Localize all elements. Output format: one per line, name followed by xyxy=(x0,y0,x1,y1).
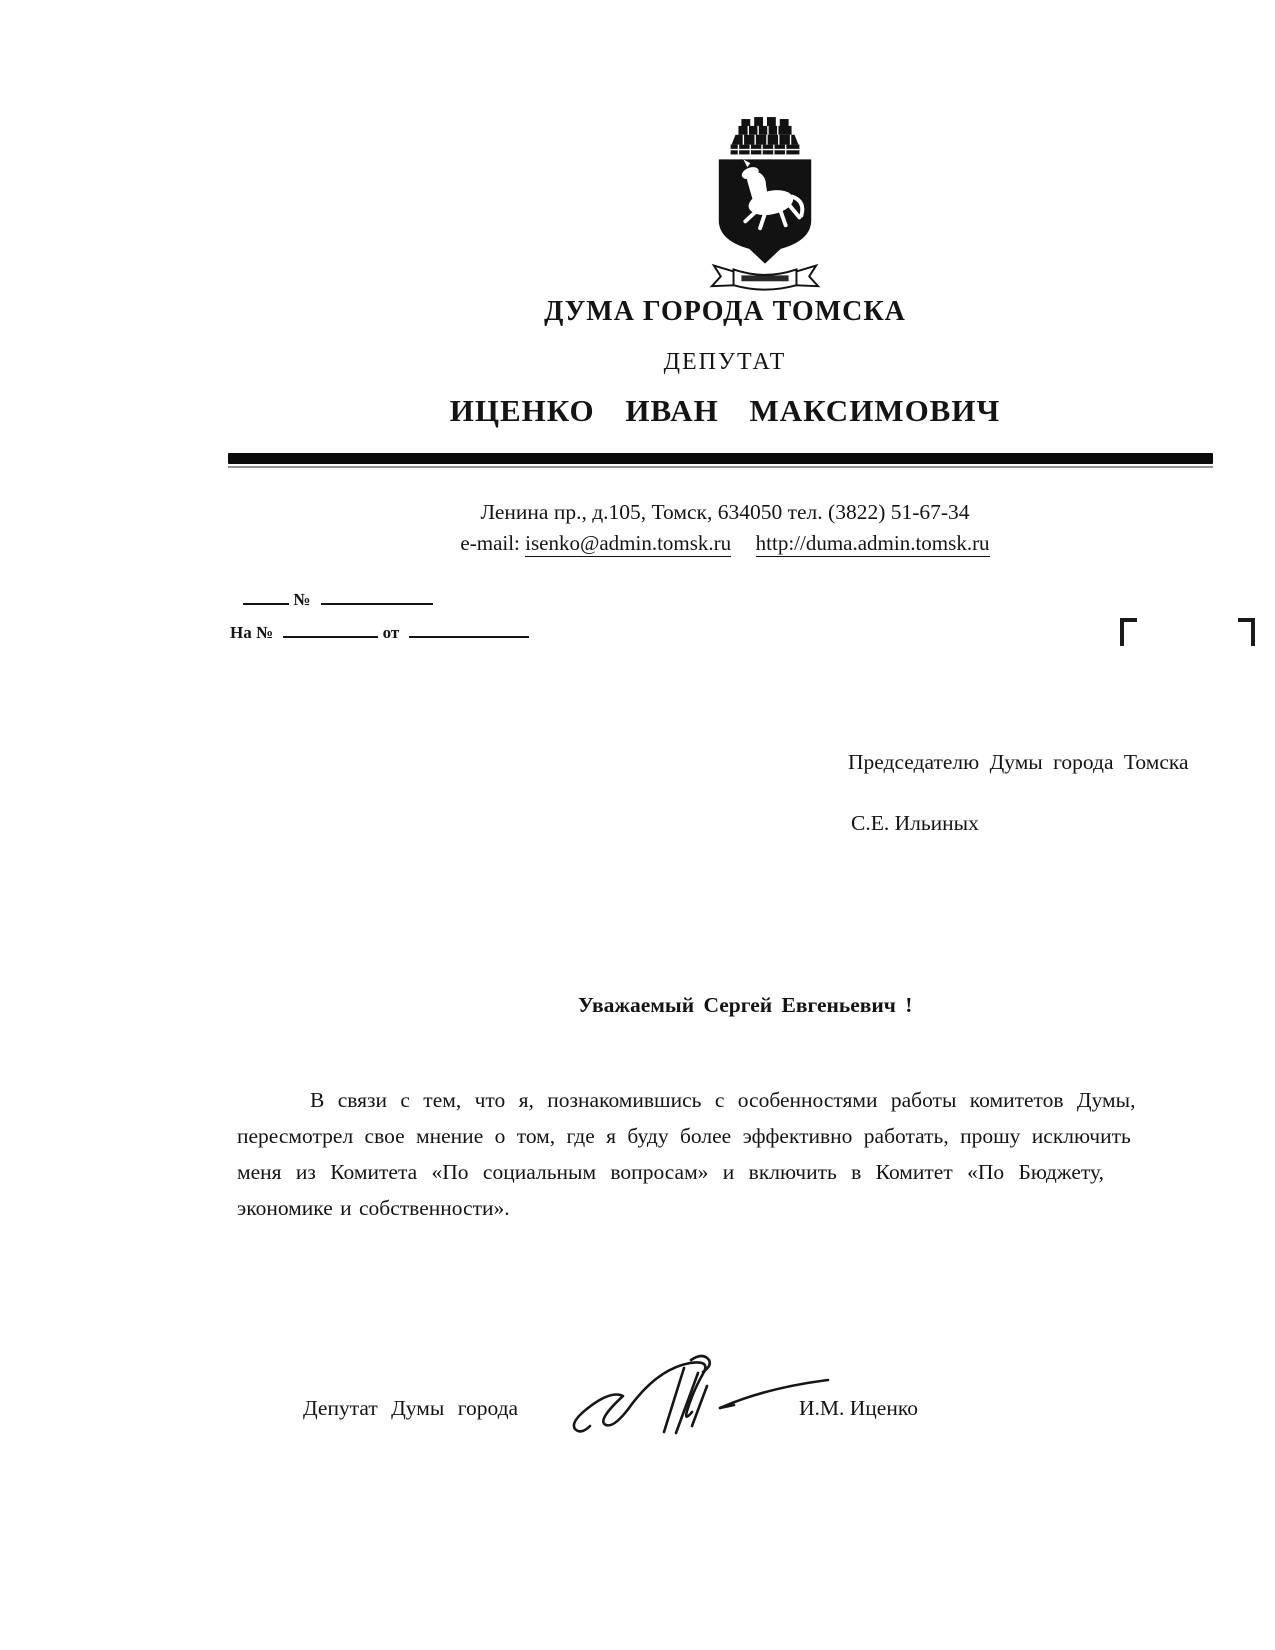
signer-name: И.М. Иценко xyxy=(799,1396,918,1420)
email-label: e-mail: xyxy=(460,531,520,555)
letterhead-divider xyxy=(228,453,1213,464)
ribbon-motto xyxy=(741,275,788,281)
website-url: http://duma.admin.tomsk.ru xyxy=(755,531,990,555)
addressee-title: Председателю Думы города Томска xyxy=(848,750,1189,774)
fold-mark-right xyxy=(1238,618,1255,646)
organization-title: ДУМА ГОРОДА ТОМСКА xyxy=(544,296,906,327)
contact-address: Ленина пр., д.105, Томск, 634050 тел. (3822) 51-67-34 xyxy=(480,500,970,524)
number-sign: № xyxy=(293,590,311,609)
number-blank xyxy=(321,588,433,605)
addressee-name: С.Е. Ильиных xyxy=(851,811,979,835)
body-line: пересмотрел свое мнение о том, где я буду более эффективно работать, прошу исключить xyxy=(237,1124,1131,1148)
reply-label: На № xyxy=(230,623,274,642)
contact-links xyxy=(0,531,1275,556)
body-line: экономике и собственности». xyxy=(237,1196,510,1220)
deputy-name: ИЦЕНКО ИВАН МАКСИМОВИЧ xyxy=(449,393,1001,428)
reply-date-blank xyxy=(409,621,529,638)
salutation: Уважаемый Сергей Евгеньевич ! xyxy=(578,993,913,1017)
fold-mark-left xyxy=(1120,618,1137,646)
date-blank xyxy=(243,588,289,605)
letterhead-divider-shadow xyxy=(228,466,1213,468)
body-line: В связи с тем, что я, познакомившись с особенностями работы комитетов Думы, xyxy=(310,1088,1136,1112)
reply-number-blank xyxy=(283,621,378,638)
tomsk-coat-of-arms-icon xyxy=(706,116,824,308)
from-label: от xyxy=(382,623,400,642)
handwritten-signature-icon xyxy=(568,1330,838,1465)
email-address: isenko@admin.tomsk.ru xyxy=(525,531,732,555)
incoming-number-line xyxy=(230,621,529,643)
role-title: ДЕПУТАТ xyxy=(663,349,787,375)
signer-position: Депутат Думы города xyxy=(303,1396,519,1420)
outgoing-number-line xyxy=(243,588,433,610)
body-line: меня из Комитета «По социальным вопросам» и включить в Комитет «По Бюджету, xyxy=(237,1160,1104,1184)
